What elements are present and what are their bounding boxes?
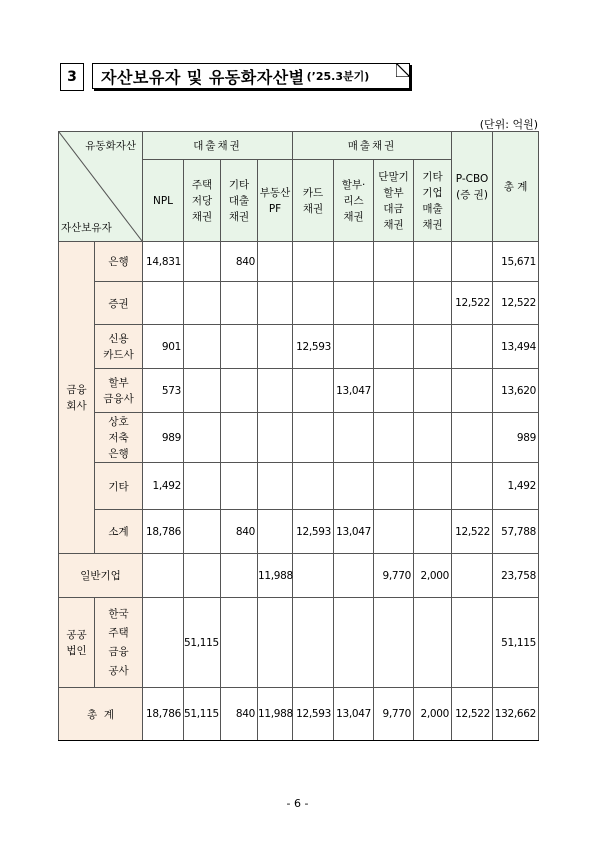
- row-label: 신용 카드사: [95, 325, 143, 369]
- col-pcbo: P-CBO (증 권): [452, 132, 493, 242]
- cell: 23,758: [493, 554, 539, 598]
- cell: 13,047: [334, 688, 374, 741]
- cell: [258, 369, 293, 413]
- cell: [258, 413, 293, 463]
- col-npl: NPL: [143, 160, 184, 242]
- cell: [414, 413, 452, 463]
- col-pf: 부동산 PF: [258, 160, 293, 242]
- cell: [258, 510, 293, 554]
- cell: [293, 242, 334, 282]
- col-mortgage: 주택 저당 채권: [184, 160, 221, 242]
- row-label: 은행: [95, 242, 143, 282]
- corner-cell: [59, 132, 143, 242]
- cell: [184, 242, 221, 282]
- cell: [452, 554, 493, 598]
- cell: [184, 413, 221, 463]
- table-row: [59, 413, 539, 463]
- group-public: 공공 법인: [59, 598, 95, 688]
- cell: [293, 413, 334, 463]
- table-row-total: [59, 688, 539, 741]
- cell: [374, 510, 414, 554]
- cell: [258, 282, 293, 325]
- cell: [414, 463, 452, 510]
- cell: [221, 369, 258, 413]
- cell: 1,492: [143, 463, 184, 510]
- cell: [452, 598, 493, 688]
- cell: 12,522: [493, 282, 539, 325]
- title-text: 자산보유자 및 유동화자산별: [101, 67, 305, 87]
- cell: 9,770: [374, 554, 414, 598]
- cell: [258, 242, 293, 282]
- cell: 12,522: [452, 510, 493, 554]
- cell: [258, 598, 293, 688]
- cell: [414, 242, 452, 282]
- cell: 13,047: [334, 510, 374, 554]
- cell: [221, 282, 258, 325]
- corner-top-label: 유동화자산: [85, 140, 136, 152]
- cell: [374, 242, 414, 282]
- col-total: 총 계: [493, 132, 539, 242]
- cell: [221, 325, 258, 369]
- cell: [293, 282, 334, 325]
- table-row: [59, 282, 539, 325]
- table-row: [59, 325, 539, 369]
- cell: [334, 598, 374, 688]
- cell: [221, 463, 258, 510]
- cell: 11,988: [258, 554, 293, 598]
- cell: [334, 463, 374, 510]
- cell: 13,620: [493, 369, 539, 413]
- cell: 9,770: [374, 688, 414, 741]
- page-number: - 6 -: [286, 797, 309, 810]
- cell: [452, 325, 493, 369]
- group-loan: 대출채권: [143, 132, 293, 160]
- table-row: [59, 242, 539, 282]
- cell: 840: [221, 242, 258, 282]
- cell: 12,522: [452, 688, 493, 741]
- row-label: 증권: [95, 282, 143, 325]
- section-number: 3: [60, 63, 84, 91]
- cell: 51,115: [493, 598, 539, 688]
- cell: [374, 598, 414, 688]
- cell: [334, 554, 374, 598]
- cell: [258, 463, 293, 510]
- col-other-loan: 기타 대출 채권: [221, 160, 258, 242]
- cell: [184, 369, 221, 413]
- row-label: 총 계: [59, 688, 143, 741]
- cell: [414, 282, 452, 325]
- cell: [143, 282, 184, 325]
- cell: 2,000: [414, 688, 452, 741]
- cell: [221, 413, 258, 463]
- cell: 12,593: [293, 688, 334, 741]
- title-box: [92, 63, 410, 89]
- cell: [374, 413, 414, 463]
- cell: [293, 598, 334, 688]
- unit-label: (단위: 억원): [479, 118, 538, 131]
- asset-table: [58, 131, 539, 741]
- cell: [452, 369, 493, 413]
- cell: [374, 325, 414, 369]
- row-label: 소계: [95, 510, 143, 554]
- cell: [334, 282, 374, 325]
- cell: [221, 554, 258, 598]
- cell: 840: [221, 688, 258, 741]
- cell: [221, 598, 258, 688]
- row-label: 할부 금융사: [95, 369, 143, 413]
- cell: 12,593: [293, 510, 334, 554]
- cell: [452, 242, 493, 282]
- cell: 2,000: [414, 554, 452, 598]
- cell: [293, 369, 334, 413]
- cell: 15,671: [493, 242, 539, 282]
- cell: [414, 598, 452, 688]
- cell: 11,988: [258, 688, 293, 741]
- cell: 989: [143, 413, 184, 463]
- col-device: 단말기 할부 대금 채권: [374, 160, 414, 242]
- group-sales: 매출채권: [293, 132, 452, 160]
- cell: 51,115: [184, 688, 221, 741]
- cell: [334, 242, 374, 282]
- cell: [374, 369, 414, 413]
- fold-corner-icon: [396, 63, 410, 77]
- cell: 57,788: [493, 510, 539, 554]
- cell: 573: [143, 369, 184, 413]
- cell: 989: [493, 413, 539, 463]
- table-row-general: [59, 554, 539, 598]
- cell: [184, 510, 221, 554]
- group-finance: 금융 회사: [59, 242, 95, 554]
- cell: [414, 325, 452, 369]
- cell: [452, 463, 493, 510]
- cell: [414, 510, 452, 554]
- cell: 13,494: [493, 325, 539, 369]
- table-row: [59, 369, 539, 413]
- col-other-sales: 기타 기업 매출 채권: [414, 160, 452, 242]
- row-label: 한국 주택 금융 공사: [95, 598, 143, 688]
- cell: 840: [221, 510, 258, 554]
- cell: [293, 554, 334, 598]
- cell: [374, 463, 414, 510]
- cell: 12,593: [293, 325, 334, 369]
- cell: [143, 554, 184, 598]
- corner-bottom-label: 자산보유자: [61, 222, 112, 234]
- col-card: 카드 채권: [293, 160, 334, 242]
- cell: [143, 598, 184, 688]
- title-period: (’25.3분기): [306, 70, 370, 83]
- col-installment: 할부· 리스 채권: [334, 160, 374, 242]
- cell: 14,831: [143, 242, 184, 282]
- row-label: 상호 저축 은행: [95, 413, 143, 463]
- cell: [184, 325, 221, 369]
- cell: [374, 282, 414, 325]
- cell: [334, 413, 374, 463]
- cell: [452, 413, 493, 463]
- cell: 132,662: [493, 688, 539, 741]
- cell: 901: [143, 325, 184, 369]
- cell: [184, 463, 221, 510]
- table-row: [59, 463, 539, 510]
- cell: [184, 282, 221, 325]
- cell: 18,786: [143, 688, 184, 741]
- cell: [414, 369, 452, 413]
- cell: 12,522: [452, 282, 493, 325]
- cell: 13,047: [334, 369, 374, 413]
- row-label: 기타: [95, 463, 143, 510]
- cell: [293, 463, 334, 510]
- cell: [258, 325, 293, 369]
- cell: 1,492: [493, 463, 539, 510]
- table-row-subtotal: [59, 510, 539, 554]
- row-label: 일반기업: [59, 554, 143, 598]
- cell: 51,115: [184, 598, 221, 688]
- cell: 18,786: [143, 510, 184, 554]
- cell: [334, 325, 374, 369]
- cell: [184, 554, 221, 598]
- table-row-public: [59, 598, 539, 688]
